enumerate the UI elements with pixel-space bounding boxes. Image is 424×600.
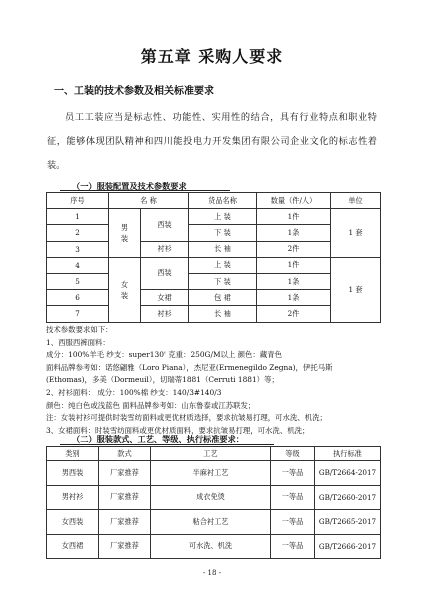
item-cell: 下 装 [189,273,257,289]
header-cell: 类别 [47,447,99,461]
category-cell: 衬衫 [141,306,189,322]
group-cell-male [109,209,141,258]
category-cell: 女裙 [141,290,189,306]
header-cell: 款式 [99,447,151,461]
table-row [47,461,381,486]
page-number: - 18 - [202,569,222,577]
item-cell: 包 裙 [189,290,257,306]
spec-line: 1、西服西裤面料： [46,337,110,347]
row-number: 3 [47,241,109,257]
table-cell: 女西装 [47,510,99,535]
item-cell: 下 装 [189,225,257,241]
spec-line: 3、女裙面料：时装雪纺面料或更优材质面料，要求抗皱易打理，可水洗、机洗； [46,425,310,435]
row-number: 4 [47,257,109,273]
table-row [47,257,381,273]
qty-cell: 1条 [257,273,331,289]
qty-cell: 1件 [257,209,331,225]
spec-line: 成分：100%羊毛 纱支：super130' 克重：250G/M以上 颜色：藏青色 [46,350,282,360]
row-number: 5 [47,273,109,289]
qty-cell: 2件 [257,306,331,322]
row-number: 1 [47,209,109,225]
style-standard-table [46,446,381,559]
qty-cell: 1条 [257,225,331,241]
header-cell: 货品名称 [189,193,257,209]
group-label: 男装 [120,222,129,243]
table-cell: 一等品 [271,534,315,559]
spec-line: 面料品牌参考如：诺悠翩雅（Loro Piana），杰尼亚(Ermenegildo Zegna)，伊托马斯 [46,362,333,372]
header-cell: 单位 [331,193,381,209]
table-cell: 半麻衬工艺 [151,461,271,486]
table-cell: 可水洗、机洗 [151,534,271,559]
row-number: 2 [47,225,109,241]
table-cell: 成衣免烫 [151,485,271,510]
table-cell: 一等品 [271,485,315,510]
unit-cell: 1 套 [331,209,381,258]
category-cell: 衬衫 [141,241,189,257]
header-cell: 序号 [47,193,109,209]
table-row [47,534,381,559]
caption-underline [60,190,230,191]
table-row [47,306,381,322]
qty-cell: 2件 [257,241,331,257]
spec-line: 技术参数要求如下： [46,325,113,334]
table-header-row [47,193,381,209]
table-row [47,241,381,257]
table-cell: 厂家推荐 [99,461,151,486]
header-cell: 数量（件/人） [257,193,331,209]
table-cell: 厂家推荐 [99,534,151,559]
table-row [47,485,381,510]
category-cell: 西装 [141,209,189,241]
clothing-config-table [46,192,381,323]
table-row [47,225,381,241]
group-label: 女装 [120,279,129,300]
qty-cell: 1条 [257,290,331,306]
table-cell: GB/T2666-2017 [315,534,381,559]
header-cell: 工艺 [151,447,271,461]
category-cell: 西装 [141,257,189,289]
table-header-row [47,447,381,461]
row-number: 7 [47,306,109,322]
table2-caption: （二）服装款式、工艺、等级、执行标准要求： [72,434,244,444]
table-cell: 女西裙 [47,534,99,559]
table-cell: 一等品 [271,461,315,486]
table-row [47,290,381,306]
table-cell: 厂家推荐 [99,485,151,510]
qty-cell: 1件 [257,257,331,273]
spec-line: (Ethomas)，多美（Dormeuil），切瑞蒂1881（Cerruti 1881）等； [46,375,279,385]
table-cell: 男衬衫 [47,485,99,510]
table-row [47,209,381,225]
row-number: 6 [47,290,109,306]
table-row [47,510,381,535]
table-cell: 厂家推荐 [99,510,151,535]
table-cell: 粘合衬工艺 [151,510,271,535]
intro-paragraph: 员工工装应当是标志性、功能性、实用性的结合，具有行业特点和职业特征，能够体现团队精神和四川能投电力开发集团有限公司企业文化的标志性着装。 [47,112,377,171]
table1-caption: （一）服装配置及技术参数要求 [72,181,187,191]
header-cell: 等级 [271,447,315,461]
item-cell: 上 装 [189,257,257,273]
header-cell: 执行标准 [315,447,381,461]
item-cell: 长 袖 [189,241,257,257]
table-cell: 一等品 [271,510,315,535]
group-cell-female [109,257,141,322]
spec-line: 2、衬衫面料： 成分：100%棉 纱支：140/3#140/3 [46,387,222,397]
table-cell: GB/T2660-2017 [315,485,381,510]
section-heading: 一、工装的技术参数及相关标准要求 [54,86,214,97]
item-cell: 上 装 [189,209,257,225]
table-cell: 男西装 [47,461,99,486]
table-cell: GB/T2665-2017 [315,510,381,535]
spec-line: 注：女装衬衫可提供时装雪纺面料或更优材质选择，要求抗皱易打理，可水洗、机洗； [46,413,327,423]
table-cell: GB/T2664-2017 [315,461,381,486]
caption-underline [60,444,274,445]
chapter-title: 第五章 采购人要求 [140,47,284,66]
unit-cell: 1 套 [331,257,381,322]
table-row [47,273,381,289]
header-cell: 名 称 [109,193,189,209]
tech-spec-block [46,324,386,437]
item-cell: 长 袖 [189,306,257,322]
spec-line: 颜色：纯白色或浅蓝色 面料品牌参考如：山东鲁泰或江苏联发； [46,400,256,410]
